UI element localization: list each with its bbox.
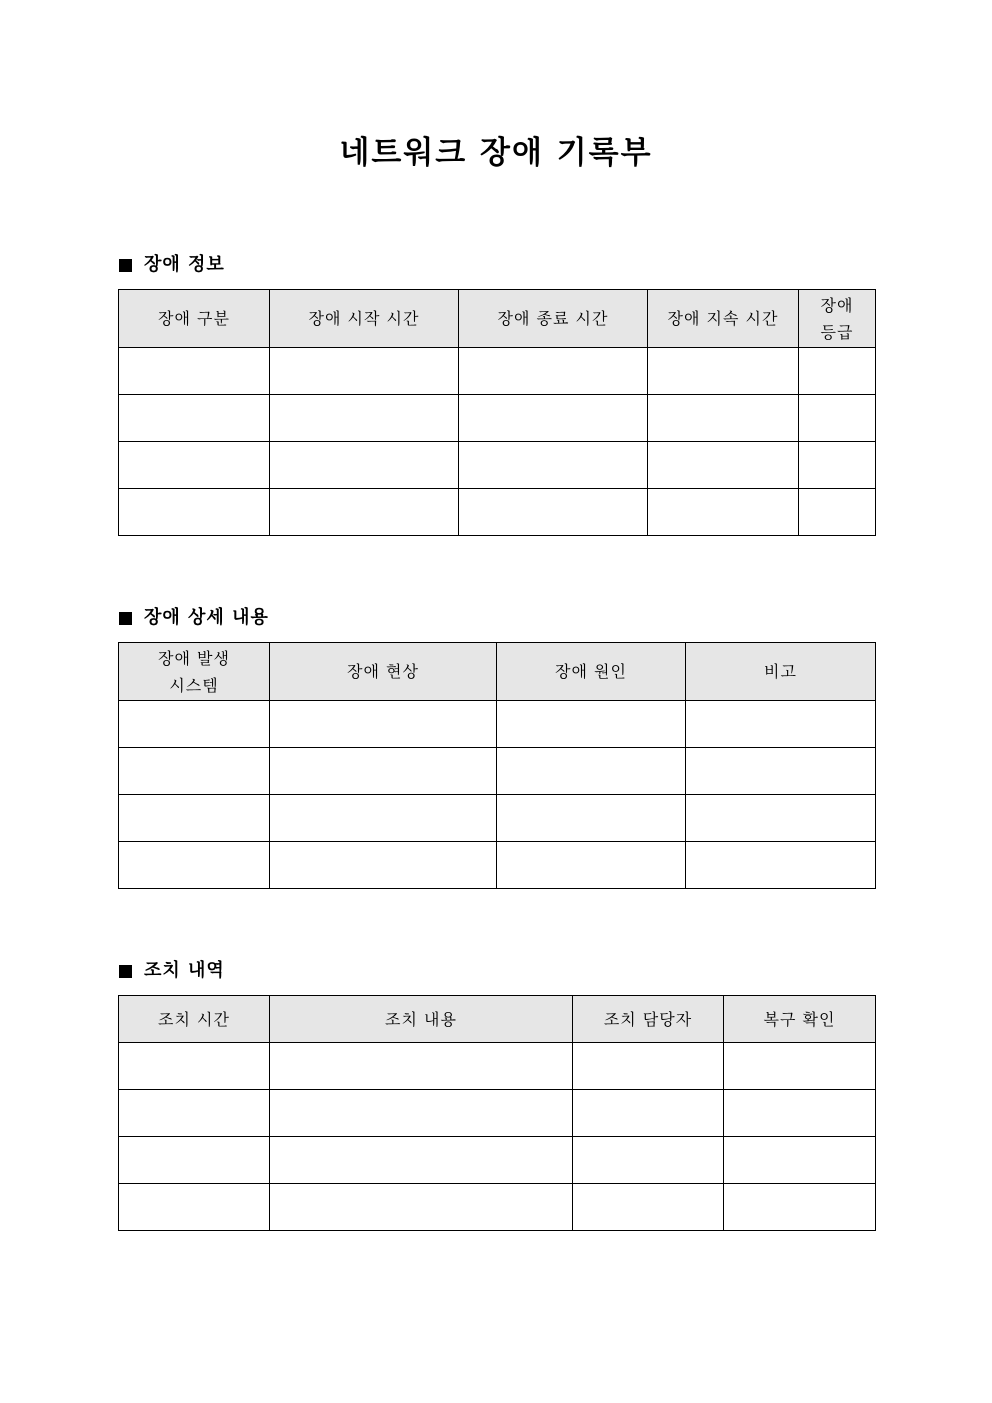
table-cell[interactable] [270,748,497,795]
table-cell[interactable] [724,1090,876,1137]
column-header: 비고 [686,643,876,701]
table-cell[interactable] [724,1137,876,1184]
table-row [119,1137,876,1184]
table-cell[interactable] [724,1043,876,1090]
table-cell[interactable] [119,1090,270,1137]
section-heading-fault-info [119,254,225,276]
section-heading-fault-detail [119,607,269,629]
table-cell[interactable] [573,1090,724,1137]
table-cell[interactable] [497,842,686,889]
action-history-table [118,995,876,1231]
table-row [119,1043,876,1090]
square-bullet-icon [119,965,132,978]
table-row [119,348,876,395]
table-cell[interactable] [497,701,686,748]
table-row [119,701,876,748]
column-header: 복구 확인 [724,996,876,1043]
table-cell[interactable] [686,748,876,795]
table-cell[interactable] [119,348,270,395]
table-cell[interactable] [648,395,799,442]
table-cell[interactable] [119,1137,270,1184]
column-header: 장애 구분 [119,290,270,348]
table-row [119,442,876,489]
table-cell[interactable] [459,395,648,442]
table-cell[interactable] [119,842,270,889]
table-cell[interactable] [459,348,648,395]
table-cell[interactable] [119,1184,270,1231]
column-header: 장애 등급 [799,290,876,348]
table-row [119,489,876,536]
column-header: 장애 발생 시스템 [119,643,270,701]
table-cell[interactable] [799,442,876,489]
square-bullet-icon [119,259,132,272]
table-cell[interactable] [497,748,686,795]
column-header: 조치 내용 [270,996,573,1043]
table-cell[interactable] [119,748,270,795]
table-cell[interactable] [119,795,270,842]
table-cell[interactable] [686,842,876,889]
section-heading-label: 조치 내역 [144,960,225,981]
table-row [119,795,876,842]
column-header: 장애 지속 시간 [648,290,799,348]
column-header: 장애 현상 [270,643,497,701]
table-cell[interactable] [648,348,799,395]
table-cell[interactable] [573,1043,724,1090]
table-cell[interactable] [648,442,799,489]
document-title: 네트워크 장애 기록부 [339,135,653,171]
column-header: 장애 시작 시간 [270,290,459,348]
column-header: 장애 원인 [497,643,686,701]
table-row [119,842,876,889]
table-cell[interactable] [270,795,497,842]
table-cell[interactable] [119,701,270,748]
table-row [119,1090,876,1137]
column-header: 조치 담당자 [573,996,724,1043]
table-cell[interactable] [724,1184,876,1231]
fault-detail-table [118,642,876,889]
table-cell[interactable] [573,1137,724,1184]
table-cell[interactable] [799,395,876,442]
table-cell[interactable] [119,442,270,489]
section-heading-label: 장애 정보 [144,254,225,275]
section-heading-label: 장애 상세 내용 [144,607,269,628]
table-cell[interactable] [119,395,270,442]
table-cell[interactable] [119,489,270,536]
table-cell[interactable] [270,1184,573,1231]
table-cell[interactable] [270,1090,573,1137]
table-cell[interactable] [270,442,459,489]
table-cell[interactable] [686,795,876,842]
fault-info-table [118,289,876,536]
table-cell[interactable] [686,701,876,748]
table-cell[interactable] [799,489,876,536]
table-cell[interactable] [270,348,459,395]
table-cell[interactable] [270,395,459,442]
column-header: 조치 시간 [119,996,270,1043]
table-cell[interactable] [497,795,686,842]
table-cell[interactable] [459,442,648,489]
table-cell[interactable] [648,489,799,536]
table-cell[interactable] [799,348,876,395]
section-heading-action-history [119,960,225,982]
square-bullet-icon [119,612,132,625]
table-cell[interactable] [270,842,497,889]
table-cell[interactable] [459,489,648,536]
table-row [119,748,876,795]
table-row [119,1184,876,1231]
table-row [119,395,876,442]
table-cell[interactable] [270,1137,573,1184]
column-header: 장애 종료 시간 [459,290,648,348]
table-cell[interactable] [270,489,459,536]
table-cell[interactable] [270,701,497,748]
table-cell[interactable] [119,1043,270,1090]
table-cell[interactable] [573,1184,724,1231]
table-cell[interactable] [270,1043,573,1090]
